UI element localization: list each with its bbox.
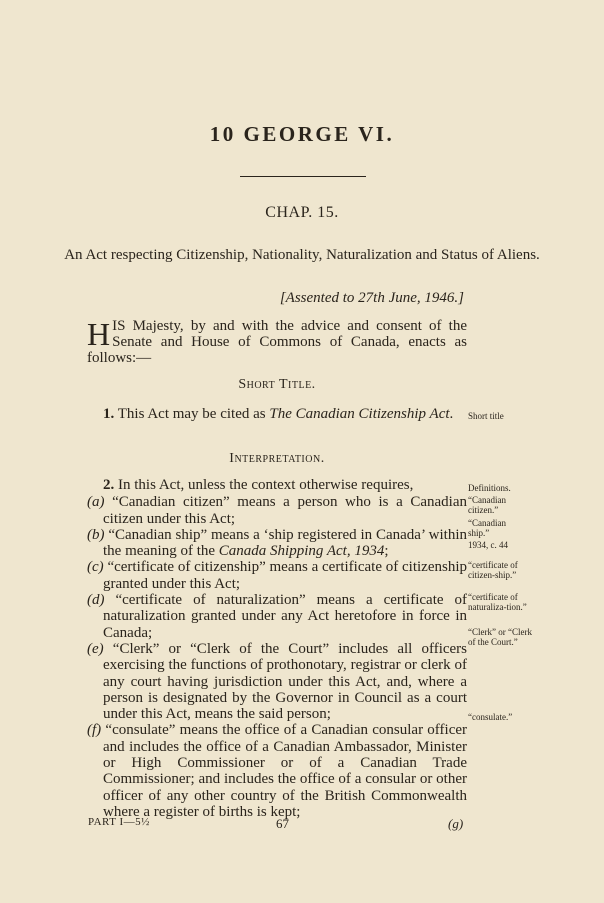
act-name: Canada Shipping Act, 1934 xyxy=(218,543,385,560)
margin-note-ship-ref: 1934, c. 44 xyxy=(468,540,508,550)
paragraph-e xyxy=(87,641,467,722)
paragraph-f xyxy=(87,722,467,820)
page-number: 67 xyxy=(276,816,289,831)
paragraph-d xyxy=(87,592,467,641)
act-title: An Act respecting Citizenship, Nationality, Naturalization and Status of Aliens. xyxy=(64,247,540,263)
para-text: “certificate of naturalization” means a certificate of naturalization granted under any Act heretofore in force in Canada; xyxy=(103,592,467,641)
para-text: “Canadian ship” means a ‘ship registered in Canada’ within the meaning of the xyxy=(103,526,467,560)
section-number: 2. xyxy=(103,477,115,493)
chapter-heading: CHAP. 15. xyxy=(265,204,339,221)
para-label: (c) xyxy=(87,559,104,576)
section-number: 1. xyxy=(103,406,115,422)
para-label: (d) xyxy=(87,592,105,609)
para-label: (f) xyxy=(87,722,102,739)
enacting-clause xyxy=(87,318,467,366)
divider-rule xyxy=(240,176,366,177)
reign-heading: 10 GEORGE VI. xyxy=(209,122,395,146)
act-name: The Canadian Citizenship Act xyxy=(269,406,450,422)
section-2 xyxy=(87,477,467,820)
para-label: (b) xyxy=(87,526,105,543)
signature-mark: PART I—5½ xyxy=(88,816,150,828)
margin-note-canadian-ship: “Canadian ship.” xyxy=(468,518,506,538)
assent-date: [Assented to 27th June, 1946.] xyxy=(279,290,464,306)
para-label: (a) xyxy=(87,494,105,511)
margin-note-cert-naturalization: “certificate of naturaliza-tion.” xyxy=(468,592,527,612)
margin-note-short-title: Short title xyxy=(468,411,504,421)
section-1-text: This Act may be cited as xyxy=(117,406,270,422)
paragraph-b xyxy=(87,527,467,560)
catchword: (g) xyxy=(448,816,464,831)
section-1-end: . xyxy=(449,406,454,422)
margin-note-consulate: “consulate.” xyxy=(468,712,513,722)
margin-note-clerk: “Clerk” or “Clerk of the Court.” xyxy=(468,627,532,647)
para-label: (e) xyxy=(87,640,104,657)
paragraph-c xyxy=(87,559,467,592)
section-2-intro: In this Act, unless the context otherwise requires, xyxy=(118,477,414,493)
para-text: “consulate” means the office of a Canadian consular officer and includes the office of a Canadian Ambassador, Minister or High Commissioner or of a Canadian Trade Commissioner; and includes the office of a consular or other officer of any other country of the British Commonwealth where a register of births is kept; xyxy=(103,722,467,820)
heading-interpretation: Interpretation. xyxy=(229,451,325,466)
para-text: “certificate of citizenship” means a certificate of citizenship granted under this Act; xyxy=(103,559,467,592)
heading-short-title: Short Title. xyxy=(238,377,316,392)
paragraph-a xyxy=(87,494,467,527)
section-1 xyxy=(87,406,467,422)
para-text: “Canadian citizen” means a person who is a Canadian citizen under this Act; xyxy=(103,494,468,527)
para-end: ; xyxy=(384,543,389,560)
margin-note-cert-citizenship: “certificate of citizen-ship.” xyxy=(468,560,518,580)
margin-note-canadian-citizen: “Canadian citizen.” xyxy=(468,495,506,515)
para-text: “Clerk” or “Clerk of the Court” includes all officers exercising the functions of prothonotary, registrar or clerk of any court having jurisdiction under this Act, and, where a person is designated by the Governor in Council as a court under this Act, means the said person; xyxy=(103,640,468,723)
drop-cap: H xyxy=(87,316,111,352)
enacting-text: IS Majesty, by and with the advice and consent of the Senate and House of Commons of Canada, enacts as follows:— xyxy=(87,318,467,366)
margin-note-definitions: Definitions. xyxy=(468,483,511,493)
